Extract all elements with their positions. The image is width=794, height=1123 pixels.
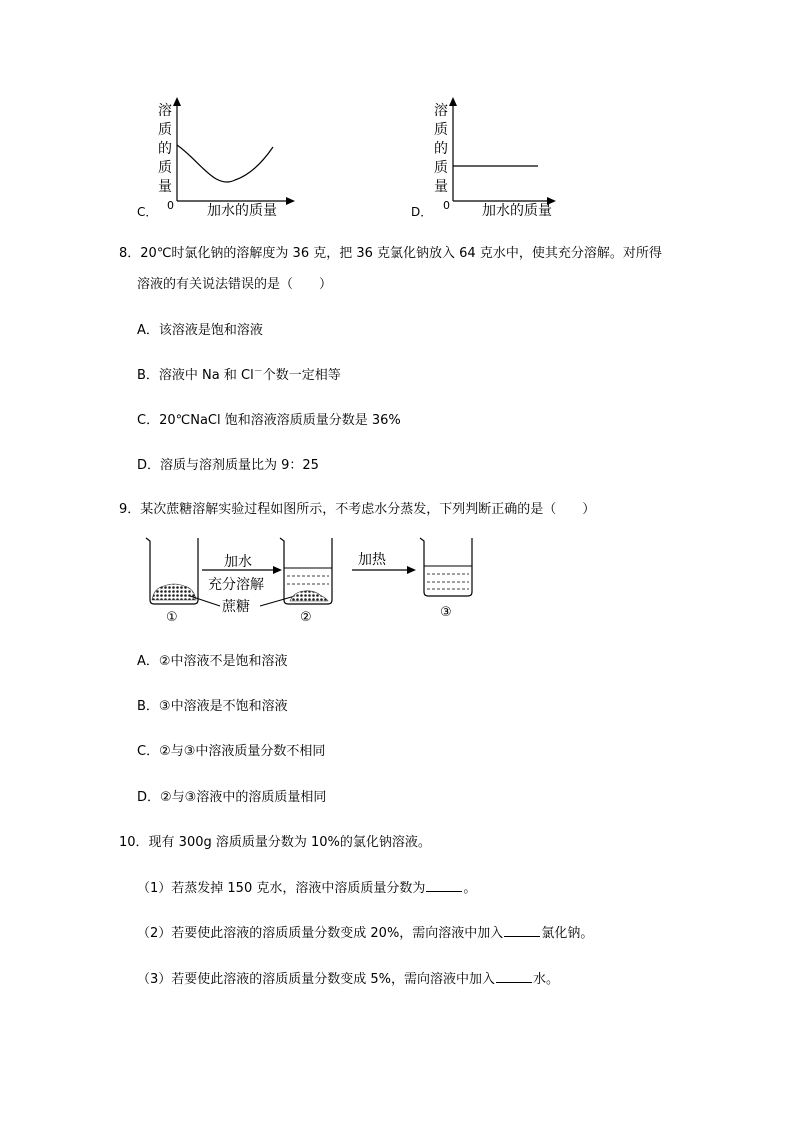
graph-d-letter: D． [411,205,433,219]
graph-c-ylabel-char: 质 [158,122,172,138]
graph-d-origin: 0 [443,199,450,212]
arrow-2-head [407,566,416,574]
q9-figure [140,530,490,625]
graph-c-ylabel-char: 的 [158,141,172,157]
q9-stem: 9．某次蔗糖溶解实验过程如图所示，不考虑水分蒸发，下列判断正确的是（ ） [119,502,596,517]
graph-c [130,95,300,225]
y-axis-arrow [173,97,181,106]
q8-stem-line1: 8．20℃时氯化钠的溶解度为 36 克，把 36 克氯化钠放入 64 克水中，使其充分溶解。对所得 [119,246,662,261]
q10-part-3 [137,970,559,989]
answer-blank[interactable] [496,970,532,983]
curve [177,145,273,182]
q9-option-b: B．③中溶液是不饱和溶液 [137,699,288,714]
graph-c-ylabel [158,102,172,195]
arrow-1-head [273,566,282,574]
q8-option-c: C．20℃NaCl 饱和溶液溶质质量分数是 36% [137,413,401,428]
beaker-2 [280,538,332,604]
q10-part-1-end: 。 [463,881,477,896]
graph-d-ylabel-char: 量 [434,179,448,195]
x-axis-arrow [286,197,295,205]
q9-option-a: A．②中溶液不是饱和溶液 [137,654,288,669]
q10-stem: 10．现有 300g 溶质质量分数为 10%的氯化钠溶液。 [119,835,431,850]
q8-option-b-sup: － [253,366,263,377]
answer-blank[interactable] [426,879,462,892]
beaker-1 [146,538,198,604]
y-axis-arrow [449,97,457,106]
q10-part-2-end: 氯化钠。 [541,926,594,941]
arrow-2-top-label: 加热 [358,552,386,568]
q10-part-2-text: （2）若要使此溶液的溶质质量分数变成 20%，需向溶液中加入 [137,926,504,941]
q10-part-3-end: 水。 [533,972,560,987]
graph-c-ylabel-char: 量 [158,179,172,195]
q8-option-b-pre: B．溶液中 Na 和 Cl [137,368,254,383]
graph-c-letter: C． [137,205,158,219]
beaker-3 [420,538,472,596]
arrow-1-top-label: 加水 [224,554,252,570]
graph-d-ylabel-char: 溶 [434,103,448,119]
q10-part-1 [137,879,476,898]
beaker-1-label: ① [166,610,178,625]
q8-stem-line2: 溶液的有关说法错误的是（ ） [137,277,333,292]
graph-d-ylabel [434,102,448,195]
q9-option-c: C．②与③中溶液质量分数不相同 [137,744,326,759]
sugar-label: 蔗糖 [222,599,250,615]
beaker-2-label: ② [300,610,312,625]
graph-d-xlabel: 加水的质量 [482,203,552,219]
q8-option-b-post: 个数一定相等 [262,368,341,383]
graph-c-xlabel: 加水的质量 [207,203,277,219]
graph-d-ylabel-char: 的 [434,141,448,157]
beaker-3-label: ③ [440,605,452,620]
q10-part-3-text: （3）若要使此溶液的溶质质量分数变成 5%，需向溶液中加入 [137,972,496,987]
graph-d-ylabel-char: 质 [434,122,448,138]
q8-option-b [137,367,341,385]
q10-part-2 [137,924,593,943]
q10-part-1-text: （1）若蒸发掉 150 克水，溶液中溶质质量分数为 [137,881,426,896]
q8-option-a: A．该溶液是饱和溶液 [137,323,263,338]
arrow-1-bottom-label: 充分溶解 [208,577,264,593]
graph-c-ylabel-char: 溶 [158,103,172,119]
graph-c-ylabel-char: 质 [158,160,172,176]
graph-d-ylabel-char: 质 [434,160,448,176]
q9-option-d: D．②与③溶液中的溶质质量相同 [137,790,327,805]
q8-option-d: D．溶质与溶剂质量比为 9：25 [137,458,319,473]
graph-c-origin: 0 [167,199,174,212]
answer-blank[interactable] [504,924,540,937]
graph-d [403,95,573,225]
